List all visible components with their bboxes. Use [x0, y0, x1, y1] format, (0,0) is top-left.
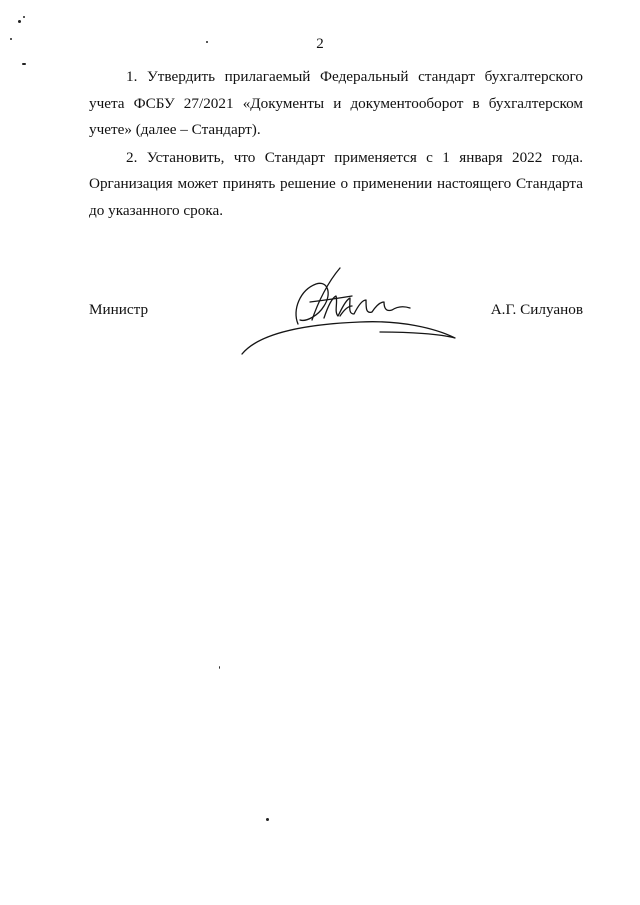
scan-speck	[23, 16, 25, 18]
page-number: 2	[316, 36, 324, 52]
document-body	[89, 64, 583, 225]
scan-speck	[18, 20, 21, 23]
paragraph-2: 2. Установить, что Стандарт применяется с 1 января 2022 года. Организация может принять решение о применении настоящего Стандарта до указанного срока.	[89, 148, 583, 219]
signatory-name: А.Г. Силуанов	[490, 301, 583, 318]
scan-speck	[266, 818, 269, 821]
scan-speck	[22, 63, 26, 65]
handwritten-signature-icon	[240, 262, 460, 362]
scan-speck	[219, 666, 220, 669]
signatory-title: Министр	[89, 301, 149, 318]
paragraph-1: 1. Утвердить прилагаемый Федеральный стандарт бухгалтерского учета ФСБУ 27/2021 «Документы и документооборот в бухгалтерском учете» (далее – Стандарт).	[89, 68, 583, 138]
